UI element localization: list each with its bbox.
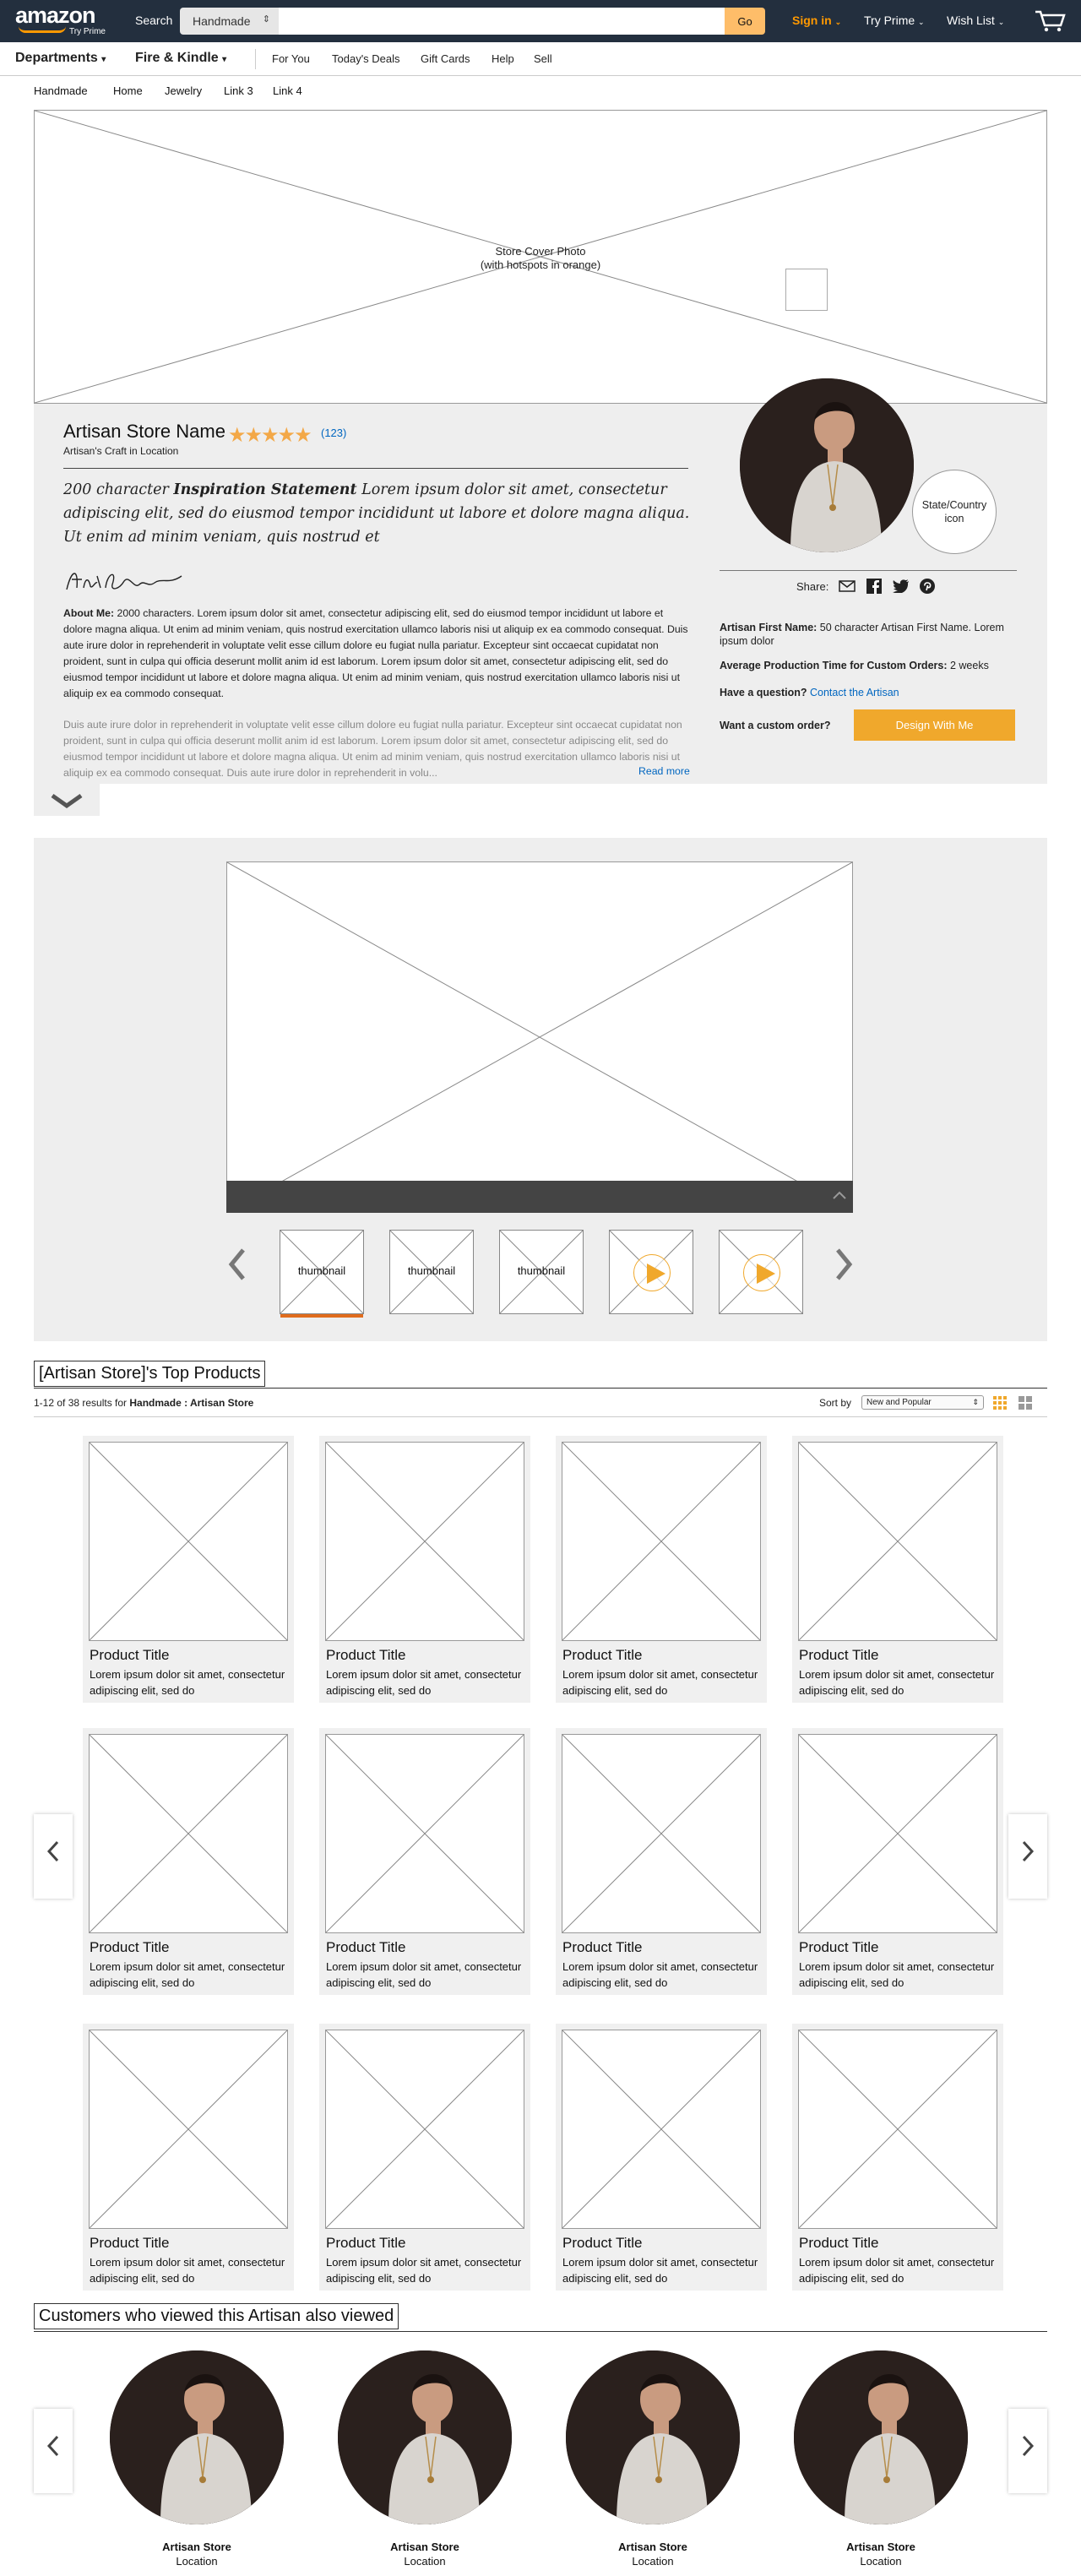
product-description: Lorem ipsum dolor sit amet, consectetur adipiscing elit, sed do: [326, 1960, 522, 1989]
related-artisan-name: Artisan Store: [846, 2541, 915, 2553]
product-title[interactable]: Product Title: [562, 1647, 643, 1663]
related-artisan-name: Artisan Store: [390, 2541, 459, 2553]
question-label: Have a question?: [720, 687, 807, 698]
try-prime-link[interactable]: [864, 14, 925, 27]
placeholder-x-icon: [227, 862, 852, 1212]
placeholder-x-icon: [90, 1443, 287, 1640]
main-media-viewer[interactable]: [226, 861, 853, 1213]
amazon-logo[interactable]: [15, 3, 106, 36]
placeholder-x-icon: [562, 1735, 760, 1932]
product-description: Lorem ipsum dolor sit amet, consectetur adipiscing elit, sed do: [799, 2256, 995, 2285]
cover-hotspot[interactable]: [785, 269, 828, 311]
production-time: [720, 659, 1024, 672]
product-description: Lorem ipsum dolor sit amet, consectetur adipiscing elit, sed do: [562, 1668, 758, 1697]
custom-order-text: Want a custom order?: [720, 720, 831, 731]
product-card[interactable]: [556, 1436, 767, 1703]
nav-link-sell[interactable]: Sell: [534, 52, 552, 65]
nav-link-for-you[interactable]: For You: [272, 52, 310, 65]
artisan-photo-icon: [110, 2350, 284, 2524]
product-card[interactable]: [83, 1728, 294, 1995]
chevron-left-icon: [225, 1245, 248, 1284]
product-description: Lorem ipsum dolor sit amet, consectetur adipiscing elit, sed do: [326, 2256, 522, 2285]
review-count-link[interactable]: (123): [321, 427, 347, 439]
chevron-down-icon: ⌄: [997, 18, 1005, 26]
related-artisan-name: Artisan Store: [618, 2541, 687, 2553]
product-image[interactable]: [325, 1734, 524, 1933]
cover-photo-label: [439, 245, 642, 272]
product-image[interactable]: [562, 2030, 761, 2229]
select-arrows-icon: ⇕: [262, 14, 270, 24]
search-label: Search: [135, 14, 173, 27]
product-title[interactable]: Product Title: [90, 1647, 170, 1663]
product-description: Lorem ipsum dolor sit amet, consectetur adipiscing elit, sed do: [90, 2256, 285, 2285]
gallery-video-thumbnail[interactable]: [609, 1230, 693, 1314]
related-artisan-avatar[interactable]: [566, 2350, 740, 2524]
nav-link-gift-cards[interactable]: Gift Cards: [421, 52, 470, 65]
product-card[interactable]: [556, 2024, 767, 2291]
inspiration-lead: 200 character: [63, 481, 174, 498]
production-value: 2 weeks: [947, 660, 989, 671]
product-image[interactable]: [562, 1442, 761, 1641]
wish-list-label: Wish List: [947, 14, 995, 27]
share-label: Share:: [796, 580, 829, 593]
product-card[interactable]: [792, 1728, 1003, 1995]
about-me-more-text: Duis aute irure dolor in reprehenderit in voluptate velit esse cillum dolore eu fugiat nulla pariatur. Excepteur sint occaecat cupidatat non proident, sunt in culpa qui officia deserunt mollit anim id est laborum. Lorem ipsum dolor sit amet, consectetur adipiscing elit, sed do eiusmod tempor incididunt ut labore et dolore magna aliqua. Ut enim ad minim veniam, quis nostrud exercitation ullamco laboris nisi ut aliquip ex ea commodo consequat. Duis aute irure dolor in reprehenderit in volu...: [63, 719, 682, 779]
product-image[interactable]: [798, 1734, 997, 1933]
artisan-photo-icon: [740, 378, 914, 552]
inspiration-bold: Inspiration Statement: [173, 481, 357, 498]
placeholder-x-icon: [90, 1735, 287, 1932]
product-description: Lorem ipsum dolor sit amet, consectetur adipiscing elit, sed do: [562, 2256, 758, 2285]
sort-select[interactable]: [861, 1395, 984, 1410]
artisan-photo-icon: [794, 2350, 968, 2524]
product-description: Lorem ipsum dolor sit amet, consectetur adipiscing elit, sed do: [562, 1960, 758, 1989]
chevron-down-icon: ⌄: [918, 18, 925, 26]
logo-try-prime: Try Prime: [69, 27, 106, 36]
gallery-video-thumbnail[interactable]: [719, 1230, 803, 1314]
chevron-left-icon: [45, 1839, 62, 1864]
gallery-thumbnail[interactable]: [389, 1230, 474, 1314]
product-card[interactable]: [83, 2024, 294, 2291]
select-arrows-icon: ⇕: [972, 1398, 979, 1406]
product-title[interactable]: Product Title: [326, 2235, 406, 2251]
product-description: Lorem ipsum dolor sit amet, consectetur adipiscing elit, sed do: [799, 1668, 995, 1697]
divider: [34, 1416, 1047, 1417]
products-prev-arrow[interactable]: [34, 1814, 73, 1899]
production-label: Average Production Time for Custom Orders:: [720, 660, 948, 671]
sort-label: Sort by: [819, 1397, 852, 1409]
search-category-value: Handmade: [193, 14, 251, 28]
chevron-down-icon: ▾: [222, 55, 227, 64]
top-header: [0, 0, 1081, 42]
subnav-handmade[interactable]: Handmade: [34, 84, 88, 97]
nav-link-todays-deals[interactable]: Today's Deals: [332, 52, 400, 65]
product-title[interactable]: Product Title: [326, 1939, 406, 1955]
store-name: Artisan Store Name: [63, 421, 225, 442]
chevron-up-icon[interactable]: [831, 1189, 848, 1201]
grid-view-icon[interactable]: [993, 1396, 1007, 1410]
cover-label-line1: Store Cover Photo: [495, 245, 586, 258]
placeholder-x-icon: [562, 2030, 760, 2228]
product-image[interactable]: [798, 1442, 997, 1641]
fire-kindle-label: Fire & Kindle: [135, 51, 219, 65]
product-title[interactable]: Product Title: [562, 2235, 643, 2251]
related-artisan-avatar[interactable]: [110, 2350, 284, 2524]
search-input[interactable]: [279, 8, 725, 35]
product-image[interactable]: [325, 2030, 524, 2229]
chevron-right-icon: [1019, 2433, 1036, 2459]
divider: [34, 1388, 1047, 1389]
related-artisan-avatar[interactable]: [794, 2350, 968, 2524]
try-prime-label: Try Prime: [864, 14, 915, 27]
subnav-jewelry[interactable]: Jewelry: [165, 84, 203, 97]
related-artisan-caption[interactable]: [112, 2540, 281, 2568]
nav-divider: [255, 49, 256, 69]
gallery-next-arrow[interactable]: [833, 1245, 856, 1290]
placeholder-x-icon: [326, 2030, 524, 2228]
also-viewed-prev-arrow[interactable]: [34, 2409, 73, 2493]
nav-link-help[interactable]: Help: [492, 52, 514, 65]
chevron-left-icon: [45, 2433, 62, 2459]
artisan-first-name: [720, 621, 1024, 648]
product-title[interactable]: Product Title: [90, 2235, 170, 2251]
divider: [34, 2331, 1047, 2332]
rating-stars-icon[interactable]: ★★★★★: [228, 424, 311, 447]
thumbnail-label: thumbnail: [517, 1264, 566, 1277]
product-card[interactable]: [792, 2024, 1003, 2291]
play-icon: [743, 1254, 780, 1291]
list-view-icon[interactable]: [1019, 1396, 1032, 1410]
placeholder-x-icon: [326, 1735, 524, 1932]
product-title[interactable]: Product Title: [562, 1939, 643, 1955]
departments-label: Departments: [15, 51, 98, 65]
product-description: Lorem ipsum dolor sit amet, consectetur adipiscing elit, sed do: [326, 1668, 522, 1697]
products-next-arrow[interactable]: [1008, 1814, 1047, 1899]
subnav-home[interactable]: Home: [113, 84, 143, 97]
results-prefix: 1-12 of 38 results for: [34, 1397, 130, 1409]
wish-list-link[interactable]: [947, 14, 1004, 27]
secondary-nav: [0, 42, 1081, 76]
product-description: Lorem ipsum dolor sit amet, consectetur adipiscing elit, sed do: [799, 1960, 995, 1989]
results-scope: Handmade : Artisan Store: [129, 1397, 254, 1409]
search-go-button[interactable]: Go: [725, 8, 765, 35]
product-card[interactable]: [792, 1436, 1003, 1703]
product-image[interactable]: [562, 1734, 761, 1933]
product-title[interactable]: Product Title: [90, 1939, 170, 1955]
also-viewed-heading: Customers who viewed this Artisan also viewed: [34, 2303, 399, 2329]
gallery-thumbnail[interactable]: [499, 1230, 584, 1314]
play-icon: [633, 1254, 671, 1291]
artisan-avatar: [740, 378, 914, 552]
artisan-photo-icon: [338, 2350, 512, 2524]
placeholder-x-icon: [799, 1443, 997, 1640]
sign-in-label: Sign in: [792, 14, 832, 27]
question-row: [720, 686, 1024, 699]
product-image[interactable]: [89, 1442, 288, 1641]
product-card[interactable]: [556, 1728, 767, 1995]
related-artisan-name: Artisan Store: [162, 2541, 231, 2553]
thumbnail-label: thumbnail: [297, 1264, 346, 1277]
expand-bio-button[interactable]: [34, 784, 100, 816]
artisan-photo-icon: [566, 2350, 740, 2524]
cover-label-line2: (with hotspots in orange): [480, 258, 601, 271]
product-title[interactable]: Product Title: [799, 1939, 879, 1955]
placeholder-x-icon: [799, 1735, 997, 1932]
thumbnail-label: thumbnail: [407, 1264, 456, 1277]
signature-icon: [63, 564, 190, 598]
read-more-link[interactable]: Read more: [635, 765, 690, 777]
departments-menu[interactable]: [15, 51, 106, 66]
facebook-icon[interactable]: [866, 579, 882, 594]
about-me-label: About Me:: [63, 607, 115, 619]
inspiration-statement: [63, 478, 697, 549]
also-viewed-next-arrow[interactable]: [1008, 2409, 1047, 2493]
placeholder-x-icon: [326, 1443, 524, 1640]
product-image[interactable]: [325, 1442, 524, 1641]
results-count: [34, 1397, 253, 1409]
chevron-right-icon: [1019, 1839, 1036, 1864]
product-description: Lorem ipsum dolor sit amet, consectetur adipiscing elit, sed do: [90, 1668, 285, 1697]
related-artisan-location: Location: [860, 2555, 902, 2568]
subnav-link-3[interactable]: Link 3: [224, 84, 253, 97]
cart-icon[interactable]: [1034, 8, 1067, 32]
product-card[interactable]: [319, 2024, 530, 2291]
product-image[interactable]: [89, 1734, 288, 1933]
product-title[interactable]: Product Title: [326, 1647, 406, 1663]
logo-smile-icon: [19, 26, 66, 33]
search-category-select[interactable]: [180, 8, 279, 35]
product-description: Lorem ipsum dolor sit amet, consectetur adipiscing elit, sed do: [90, 1960, 285, 1989]
related-artisan-caption[interactable]: [568, 2540, 737, 2568]
related-artisan-caption[interactable]: [340, 2540, 509, 2568]
top-products-heading: [Artisan Store]'s Top Products: [34, 1361, 265, 1387]
chevron-down-icon: [34, 784, 100, 816]
divider: [63, 468, 688, 469]
first-name-value: 50 character Artisan First Name. Lorem ipsum dolor: [720, 622, 1004, 647]
related-artisan-location: Location: [176, 2555, 218, 2568]
related-artisan-caption[interactable]: [796, 2540, 965, 2568]
related-artisan-location: Location: [632, 2555, 674, 2568]
gallery-prev-arrow[interactable]: [225, 1245, 248, 1290]
related-artisan-location: Location: [404, 2555, 446, 2568]
twitter-icon[interactable]: [893, 579, 910, 593]
design-with-me-button[interactable]: Design With Me: [854, 709, 1015, 741]
product-card[interactable]: [319, 1728, 530, 1995]
craft-location: Artisan's Craft in Location: [63, 445, 179, 457]
gallery-thumbnail[interactable]: [280, 1230, 364, 1314]
about-me-body: 2000 characters. Lorem ipsum dolor sit amet, consectetur adipiscing elit, sed do eiusmod tempor incididunt ut labore et dolore magna aliqua. Ut enim ad minim veniam, quis nostrud exercitation ullamco laboris nisi ut aliquip ex ea commodo consequat. Duis aute irure dolor in reprehenderit in voluptate velit esse cillum dolore eu fugiat nulla pariatur. Excepteur sint occaecat cupidatat non proident, sunt in culpa qui officia deserunt mollit anim id est laborum. Lorem ipsum dolor sit amet, consectetur adipiscing elit, sed do eiusmod tempor incididunt ut labore et dolore magna aliqua. Ut enim ad minim veniam, quis nostrud exercitation ullamco laboris nisi ut aliquip ex ea commodo consequat.: [63, 607, 688, 699]
product-card[interactable]: [83, 1436, 294, 1703]
placeholder-x-icon: [799, 2030, 997, 2228]
subnav-link-4[interactable]: Link 4: [273, 84, 302, 97]
pinterest-icon[interactable]: [920, 579, 935, 594]
sign-in-link[interactable]: [792, 14, 841, 27]
product-image[interactable]: [89, 2030, 288, 2229]
product-title[interactable]: Product Title: [799, 1647, 879, 1663]
inspiration-rest: Lorem ipsum dolor sit amet, consectetur adipiscing elit, sed do eiusmod tempor incididunt ut labore et dolore magna aliqua. Ut enim ad minim veniam, quis nostrud et: [63, 481, 690, 546]
logo-text: amazon: [15, 3, 95, 28]
chevron-down-icon: ▾: [101, 55, 106, 64]
sort-value: New and Popular: [866, 1398, 932, 1407]
chevron-right-icon: [833, 1245, 856, 1284]
contact-artisan-link[interactable]: Contact the Artisan: [809, 687, 899, 698]
divider: [720, 570, 1017, 571]
placeholder-x-icon: [90, 2030, 287, 2228]
state-country-icon: State/Country icon: [912, 470, 997, 554]
chevron-down-icon: ⌄: [834, 18, 842, 26]
fire-kindle-menu[interactable]: [135, 51, 226, 66]
video-control-bar[interactable]: [226, 1181, 853, 1213]
product-card[interactable]: [319, 1436, 530, 1703]
product-image[interactable]: [798, 2030, 997, 2229]
first-name-label: Artisan First Name:: [720, 622, 818, 633]
selected-thumbnail-indicator: [280, 1314, 363, 1318]
related-artisan-avatar[interactable]: [338, 2350, 512, 2524]
placeholder-x-icon: [562, 1443, 760, 1640]
about-me-text: [63, 606, 688, 702]
mail-icon[interactable]: [839, 579, 856, 593]
product-title[interactable]: Product Title: [799, 2235, 879, 2251]
